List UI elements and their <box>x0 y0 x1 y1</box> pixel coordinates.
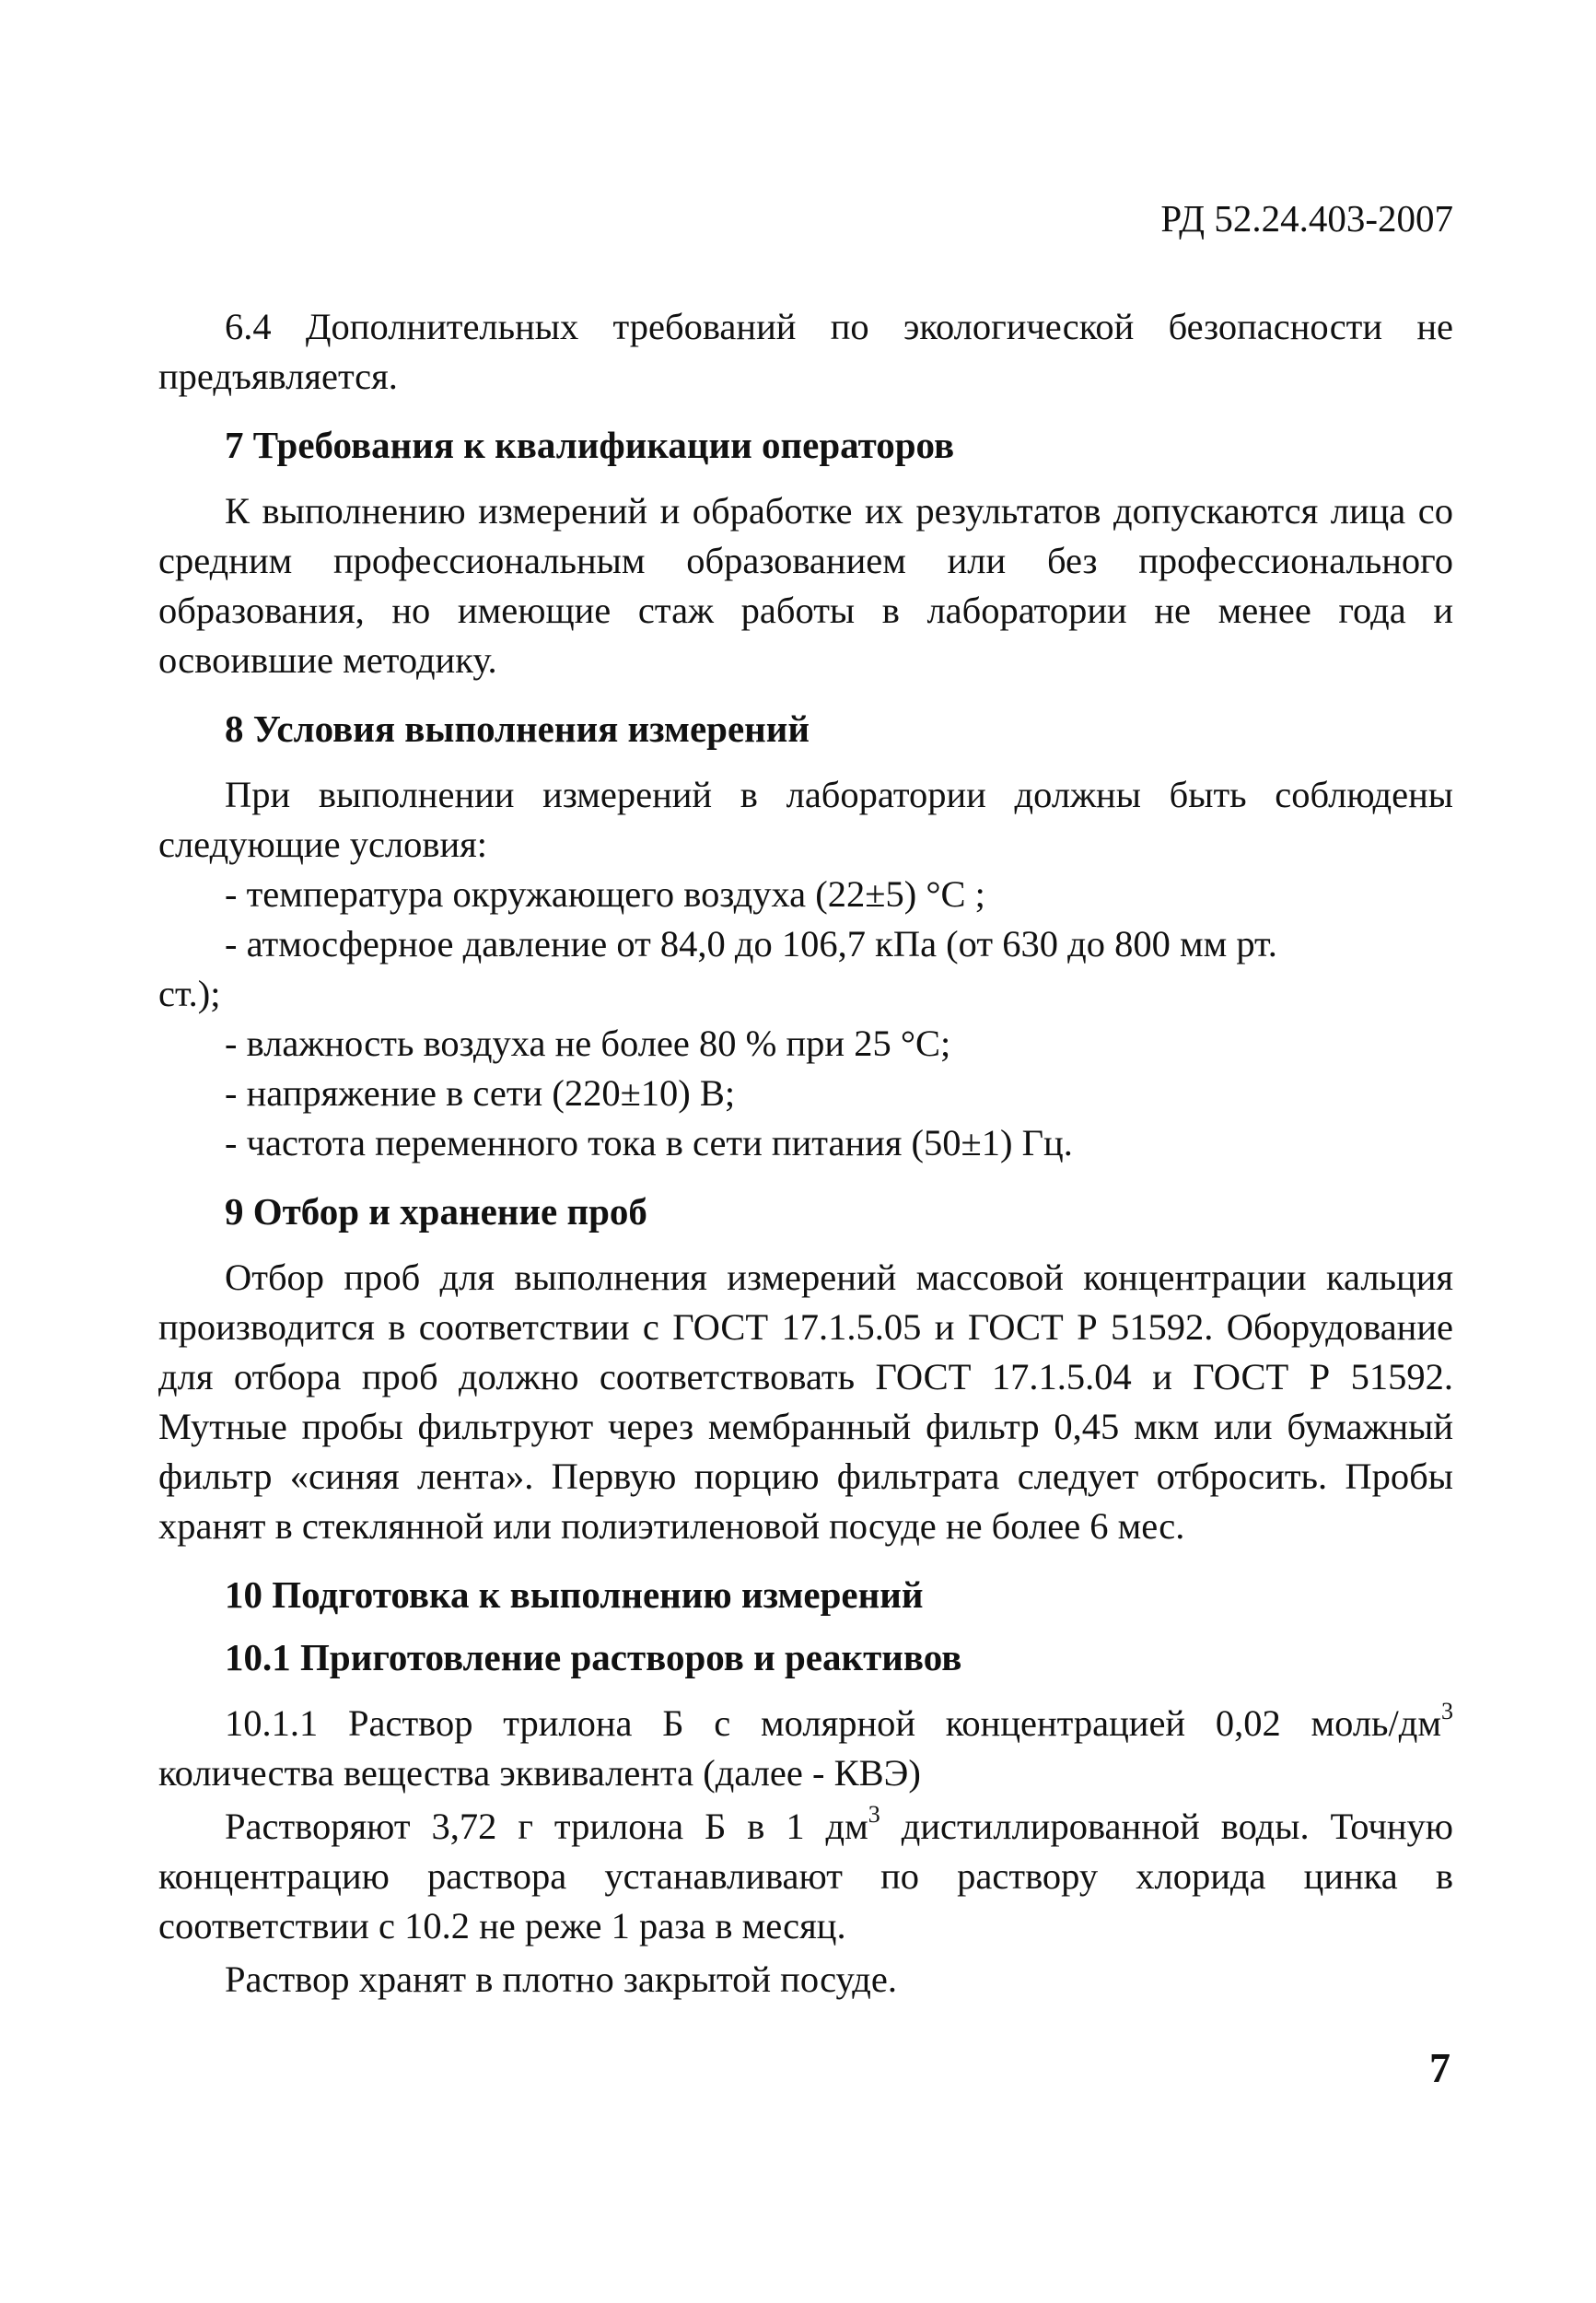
conditions-list <box>158 870 1453 1168</box>
condition-temperature: - температура окружающего воздуха (22±5) °С ; <box>225 873 985 915</box>
document-body <box>158 302 1453 2005</box>
section-9-paragraph: Отбор проб для выполнения измерений массовой концентрации кальция производится в соответствии с ГОСТ 17.1.5.05 и ГОСТ Р 51592. Оборудование для отбора проб должно соответствовать ГОСТ 17.1.5.04 и ГОСТ Р 51592. Мутные пробы фильтруют через мембранный фильтр 0,45 мкм или бумажный фильтр «синяя лента». Первую порцию фильтрата следует отбросить. Пробы хранят в стеклянной или полиэтиленовой посуде не более 6 мес. <box>158 1257 1453 1547</box>
section-9-title: 9 Отбор и хранение проб <box>225 1190 647 1233</box>
paragraph-dissolve <box>158 1802 1453 1951</box>
document-code: РД 52.24.403-2007 <box>1160 197 1453 240</box>
paragraph-10-1-1-text: 10.1.1 Раствор трилона Б с молярной концентрацией 0,02 моль/дм <box>225 1702 1441 1744</box>
section-7-paragraph: К выполнению измерений и обработке их результатов допускаются лица со средним профессиональным образованием или без профессионального образования, но имеющие стаж работы в лаборатории не менее года и освоившие методику. <box>158 490 1453 681</box>
paragraph-dissolve-text: Растворяют 3,72 г трилона Б в 1 дм <box>225 1806 868 1847</box>
section-8-title: 8 Условия выполнения измерений <box>225 707 810 750</box>
paragraph-dissolve-text-continued: дистиллированной воды. Точную концентрацию раствора устанавливают по раствору хлорида цинка в соответствии с 10.2 не реже 1 раза в месяц. <box>158 1806 1453 1946</box>
paragraph-10-1-1 <box>158 1699 1453 1798</box>
section-7-title: 7 Требования к квалификации операторов <box>225 424 955 466</box>
section-8-intro: При выполнении измерений в лаборатории должны быть соблюдены следующие условия: <box>158 774 1453 865</box>
paragraph-10-1-1-text-continued: количества вещества эквивалента (далее - КВЭ) <box>158 1752 921 1794</box>
condition-humidity: - влажность воздуха не более 80 % при 25 °С; <box>225 1023 951 1064</box>
condition-pressure-continued: ст.); <box>158 973 221 1014</box>
superscript-3: 3 <box>1441 1698 1453 1724</box>
condition-frequency: - частота переменного тока в сети питания (50±1) Гц. <box>225 1122 1073 1163</box>
superscript-3: 3 <box>868 1801 880 1828</box>
section-10-1-title: 10.1 Приготовление растворов и реактивов <box>225 1636 962 1678</box>
section-10-title: 10 Подготовка к выполнению измерений <box>225 1573 924 1616</box>
condition-pressure: - атмосферное давление от 84,0 до 106,7 кПа (от 630 до 800 мм рт. <box>225 923 1277 964</box>
paragraph-storage: Раствор хранят в плотно закрытой посуде. <box>225 1958 897 2000</box>
condition-voltage: - напряжение в сети (220±10) В; <box>225 1072 736 1114</box>
page-number: 7 <box>1429 2044 1450 2091</box>
paragraph-6-4: 6.4 Дополнительных требований по экологической безопасности не предъявляется. <box>158 306 1453 397</box>
